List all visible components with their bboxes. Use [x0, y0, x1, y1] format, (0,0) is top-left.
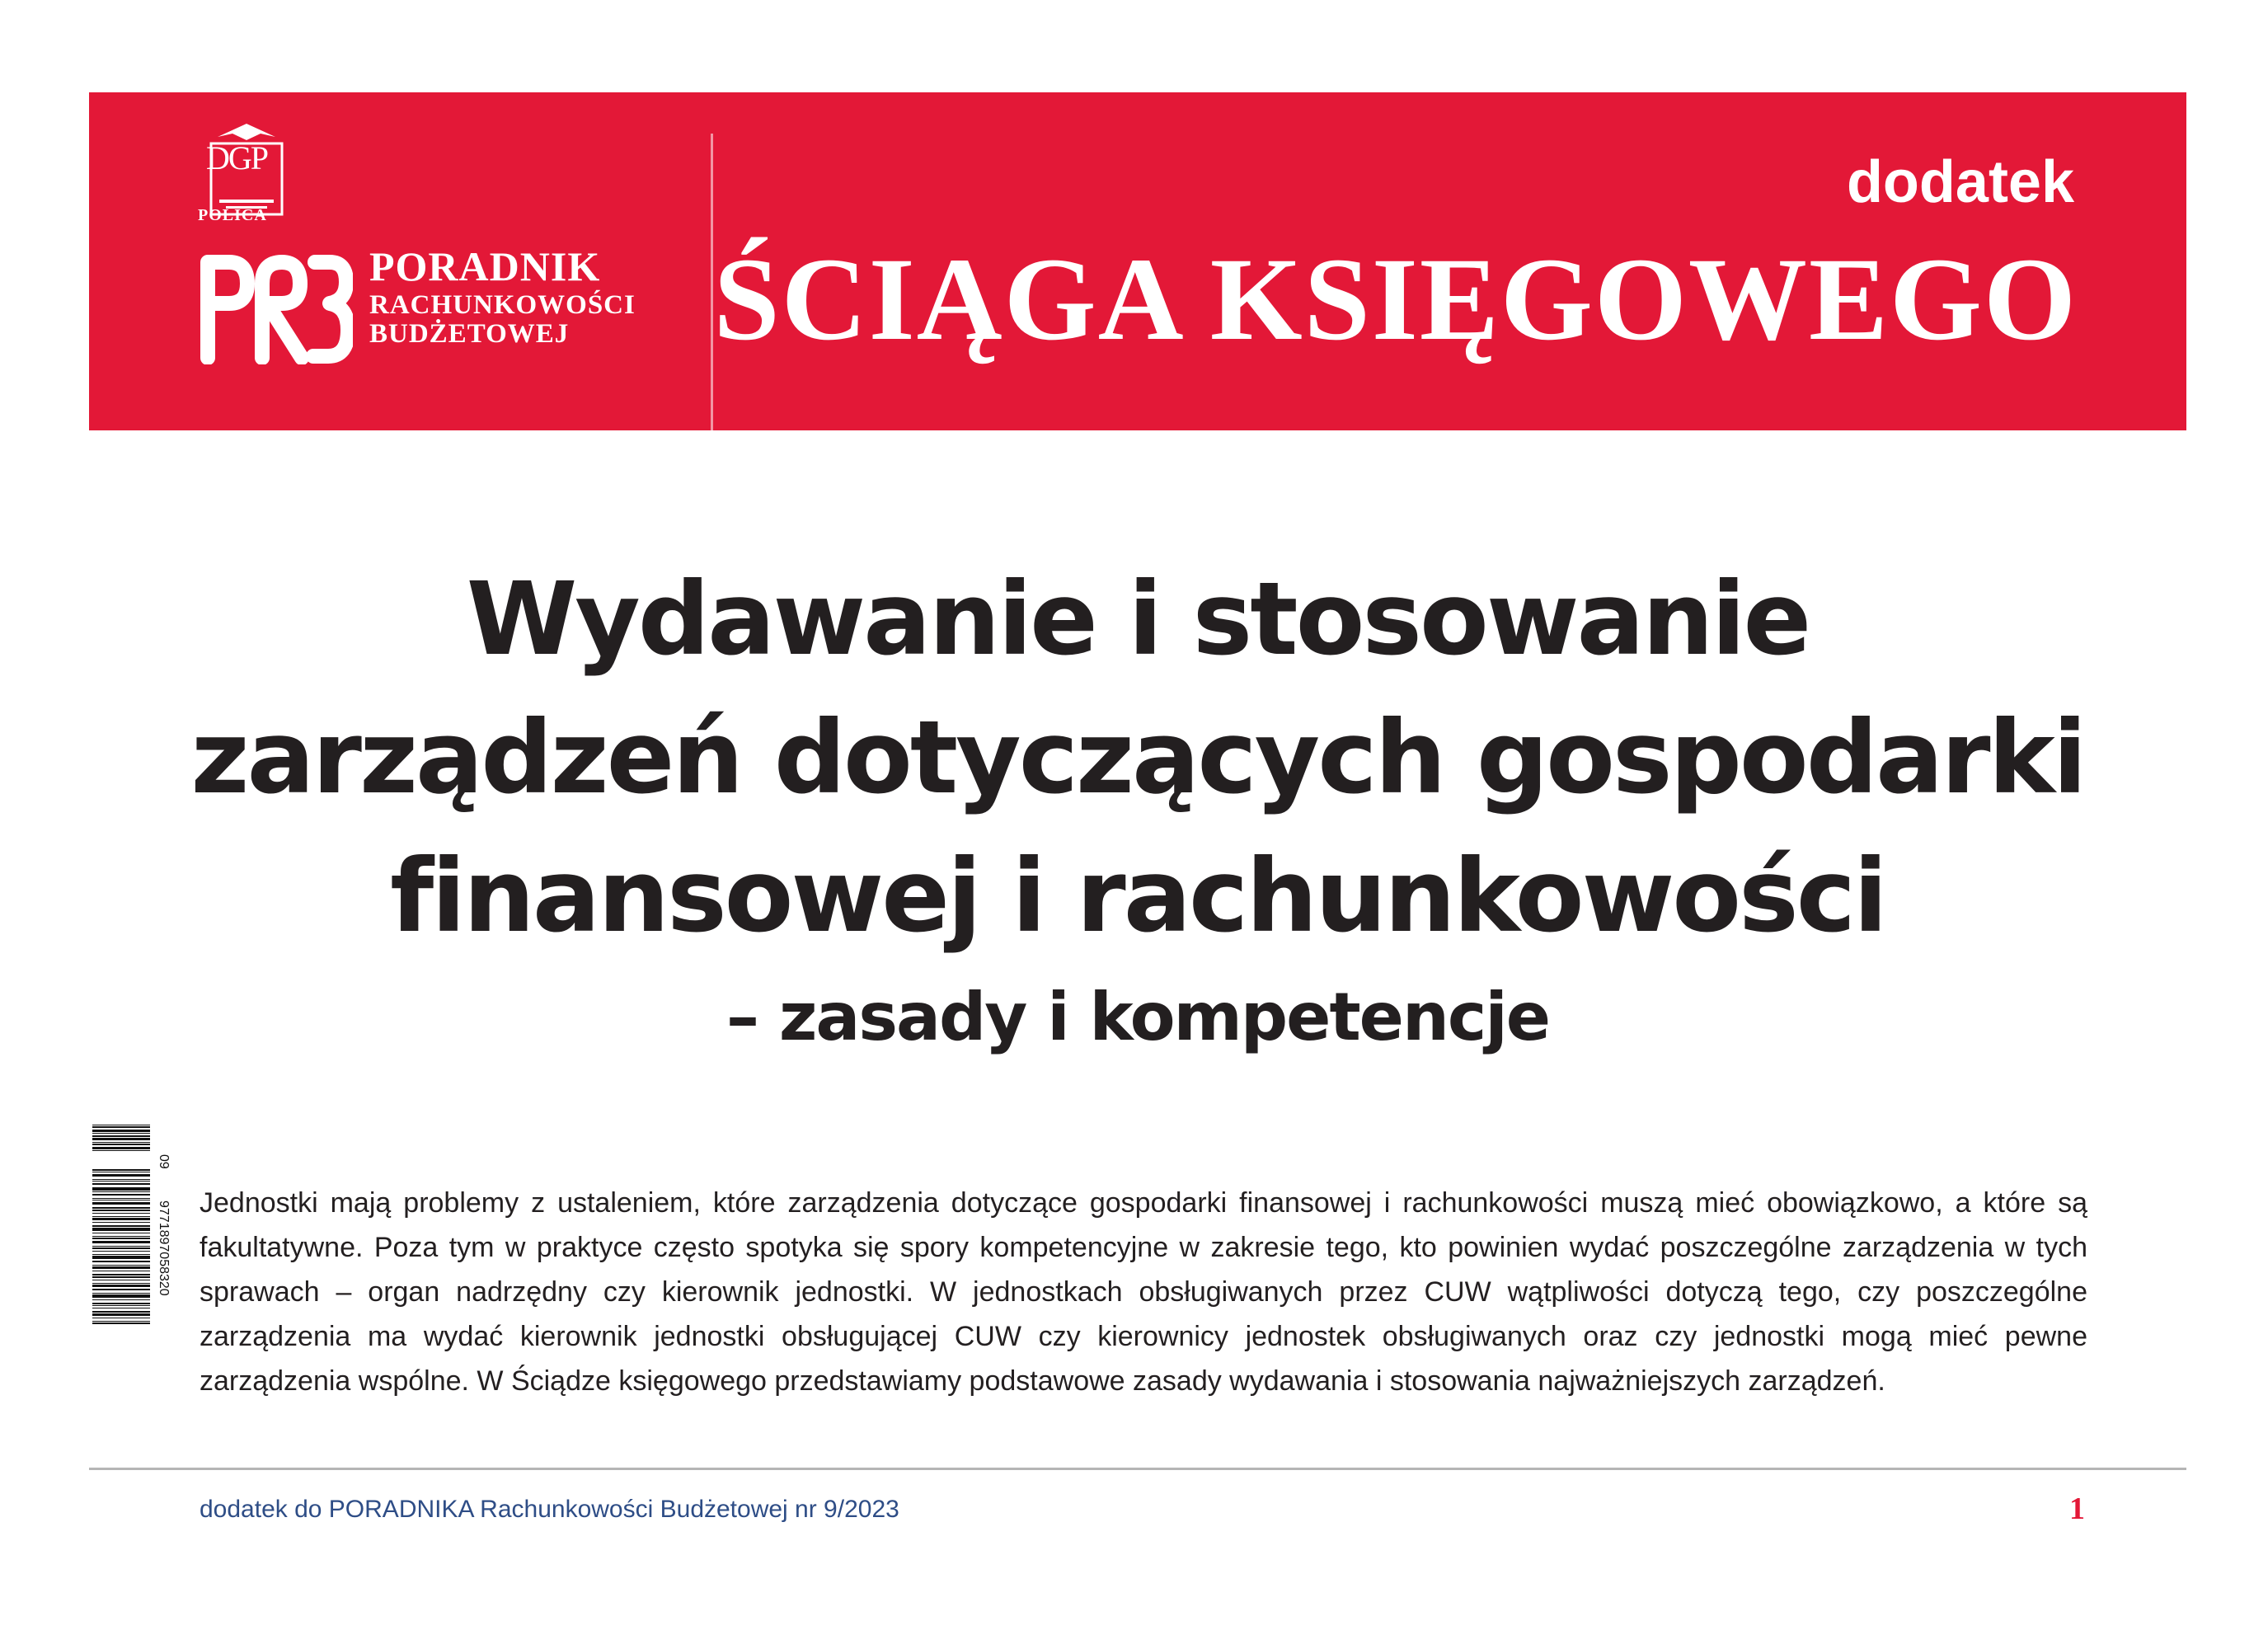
publication-name [369, 243, 636, 349]
barcode-issue-text: 09 [157, 1154, 171, 1169]
publication-name-line3: BUDŻETOWEJ [369, 319, 570, 349]
supplement-label: dodatek [1846, 149, 2074, 215]
article-title [89, 561, 2186, 1055]
header-divider [711, 134, 713, 430]
header-banner [89, 92, 2186, 430]
barcode-icon [89, 1121, 171, 1418]
article-title-line: zarządzeń dotyczących gospodarki [190, 699, 2085, 816]
footer-divider [89, 1468, 2186, 1470]
article-title-line: finansowej i rachunkowości [390, 838, 1885, 955]
article-title-line: Wydawanie i stosowanie [466, 561, 1810, 678]
publication-name-line2: RACHUNKOWOŚCI [369, 290, 636, 320]
prb-logo-icon [196, 251, 353, 364]
page-number: 1 [2069, 1492, 2085, 1526]
footer-publication-info: dodatek do PORADNIKA Rachunkowości Budżetowej nr 9/2023 [200, 1496, 899, 1523]
article-intro: Jednostki mają problemy z ustaleniem, które zarządzenia dotyczące gospodarki finansowej i rachunkowości muszą mieć obowiązkowo, a które są fakultatywne. Poza tym w praktyce często spotyka się spory kompetencyjne w zakresie tego, kto powinien wydać poszczególne zarządzenia w tych sprawach – organ nadrzędny czy kierownik jednostki. W jednostkach obsługiwanych przez CUW wątpliwości dotyczą tego, czy poszczególne zarządzenia ma wydać kierownik jednostki obsługującej CUW czy kierownicy jednostek obsługiwanych oraz czy jednostki mogą mieć pewne zarządzenia wspólne. W Ściądze księgowego przedstawiamy podstawowe zasady wydawania i stosowania najważniejszych zarządzeń. [200, 1187, 2087, 1397]
dgp-logo-subtext: POLICA [198, 206, 267, 224]
article-subtitle: – zasady i kompetencje [726, 979, 1549, 1055]
dgp-logo-text: DGP [206, 139, 268, 176]
publication-name-line1: PORADNIK [369, 243, 601, 289]
supplement-title: ŚCIĄGA KSIĘGOWEGO [713, 234, 2078, 365]
barcode-digits-text: 9771897058320 [157, 1200, 171, 1296]
